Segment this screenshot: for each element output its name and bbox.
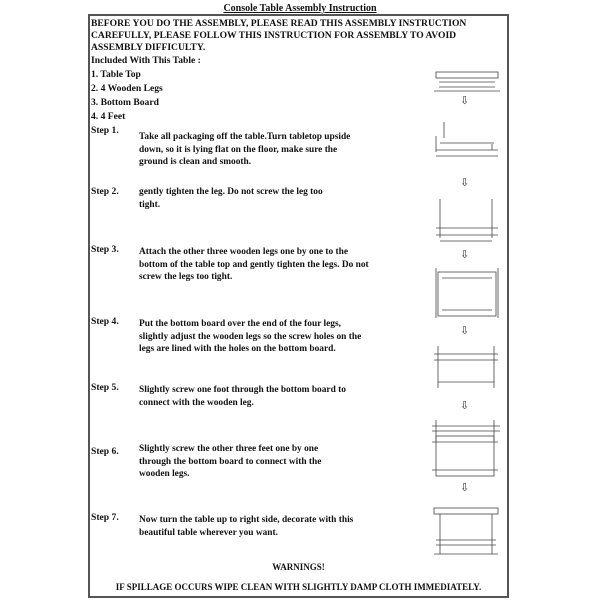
intro-line: CAREFULLY, PLEASE FOLLOW THIS INSTRUCTION FOR ASSEMBLY TO AVOID <box>91 30 457 41</box>
step-text: Now turn the table up to right side, decorate with this beautiful table wherever you want. <box>139 515 354 538</box>
down-arrow-icon: ⇩ <box>460 324 470 337</box>
included-item: 1. Table Top <box>91 69 141 80</box>
step-label: Step 5. <box>91 382 119 393</box>
included-item: 4. 4 Feet <box>91 111 126 122</box>
step-label: Step 2. <box>91 186 119 197</box>
included-heading: Included With This Table : <box>91 55 201 66</box>
warning-title: WARNINGS! <box>272 562 325 572</box>
step-text: Slightly screw one foot through the bottom board to connect with the wooden leg. <box>139 385 346 408</box>
step-text: Attach the other three wooden legs one by one to the bottom of the table top and gently tighten the legs. Do not screw the legs too tight. <box>139 247 369 282</box>
step-label: Step 6. <box>91 446 119 457</box>
step-text: Put the bottom board over the end of the four legs, slightly adjust the wooden legs so the screw holes on the legs are lined with the holes on the bottom board. <box>139 319 362 354</box>
down-arrow-icon: ⇩ <box>460 248 470 261</box>
warning-text: IF SPILLAGE OCCURS WIPE CLEAN WITH SLIGHTLY DAMP CLOTH IMMEDIATELY. <box>115 582 482 592</box>
tabletop-with-leg-illustration <box>436 136 498 156</box>
finished-table-illustration <box>434 508 498 554</box>
table-top-illustration <box>434 72 500 91</box>
included-item: 2. 4 Wooden Legs <box>91 83 163 94</box>
four-feet-illustration <box>432 436 498 476</box>
down-arrow-icon: ⇩ <box>460 399 470 412</box>
assembly-illustrations <box>90 16 511 600</box>
four-legs-illustration <box>436 268 498 318</box>
down-arrow-icon: ⇩ <box>460 481 470 494</box>
step-text: gently tighten the leg. Do not screw the leg too tight. <box>139 187 323 210</box>
step-label: Step 4. <box>91 316 119 327</box>
bottom-board-illustration <box>434 346 498 388</box>
leg-attached-illustration <box>436 199 498 241</box>
intro-line: ASSEMBLY DIFFICULTY. <box>91 42 206 53</box>
step-label: Step 7. <box>91 512 119 523</box>
step-text: Slightly screw the other three feet one by one through the bottom board to connect with the wooden legs. <box>139 444 322 479</box>
down-arrow-icon: ⇩ <box>460 176 470 189</box>
document-title: Console Table Assembly Instruction <box>223 3 377 14</box>
one-foot-illustration <box>432 420 500 441</box>
step-text: Take all packaging off the table.Turn tabletop upside down, so it is lying flat on the floor, make sure the ground is clean and smooth. <box>139 132 351 167</box>
intro-line: BEFORE YOU DO THE ASSEMBLY, PLEASE READ THIS ASSEMBLY INSTRUCTION <box>91 18 467 29</box>
instruction-frame <box>88 14 509 598</box>
included-item: 3. Bottom Board <box>91 97 159 108</box>
step-label: Step 1. <box>91 125 119 136</box>
down-arrow-icon: ⇩ <box>460 94 470 107</box>
step-label: Step 3. <box>91 244 119 255</box>
